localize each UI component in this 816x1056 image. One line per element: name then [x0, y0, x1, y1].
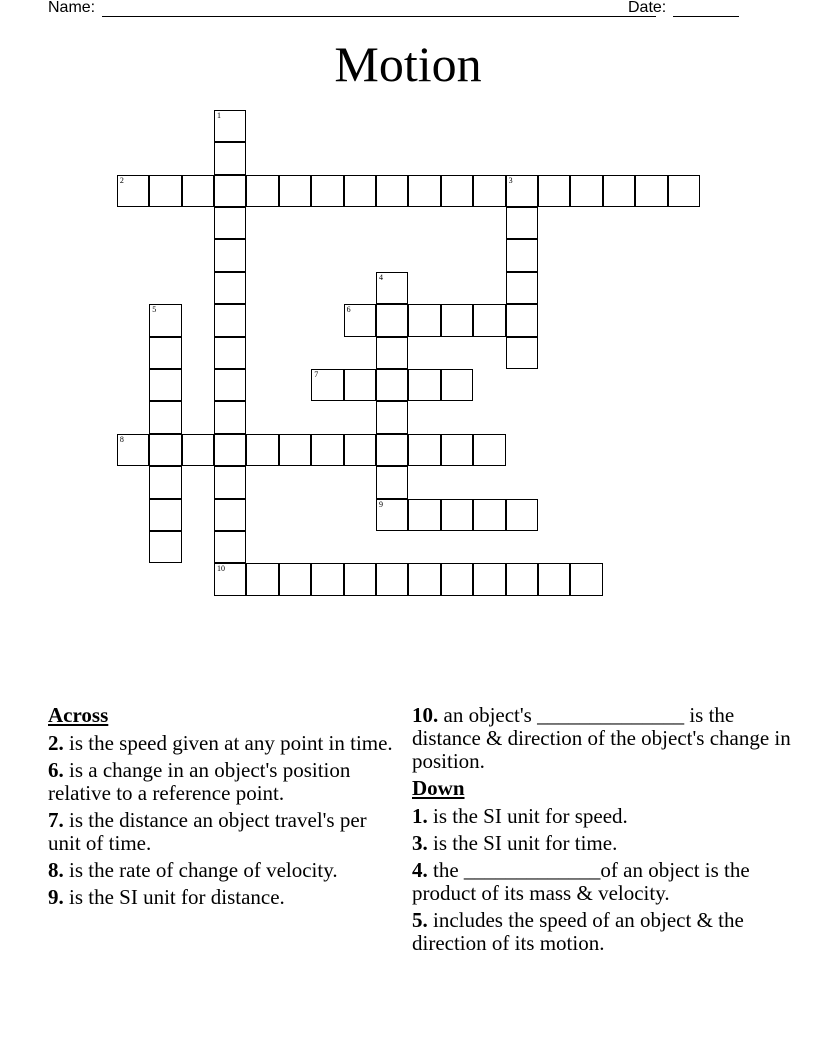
crossword-cell[interactable]: [344, 563, 376, 595]
crossword-cell[interactable]: [408, 369, 440, 401]
crossword-cell[interactable]: [408, 434, 440, 466]
crossword-cell[interactable]: [441, 434, 473, 466]
crossword-cell[interactable]: [214, 499, 246, 531]
cell-number: 10: [217, 564, 225, 574]
crossword-cell[interactable]: [149, 337, 181, 369]
crossword-cell[interactable]: [441, 369, 473, 401]
clue-text: includes the speed of an object & the direction of its motion.: [412, 908, 744, 955]
crossword-cell[interactable]: [603, 175, 635, 207]
crossword-cell[interactable]: [473, 563, 505, 595]
across-heading: Across: [48, 703, 109, 727]
clue-text: is the SI unit for speed.: [427, 804, 628, 828]
clue-across-9: [48, 886, 403, 909]
crossword-cell[interactable]: [473, 175, 505, 207]
crossword-cell[interactable]: [311, 175, 343, 207]
cell-number: 6: [346, 305, 351, 315]
crossword-cell[interactable]: [214, 175, 246, 207]
crossword-cell[interactable]: [182, 175, 214, 207]
clue-number: 7.: [48, 808, 64, 832]
cell-number: 8: [119, 434, 124, 444]
name-label: Name:: [48, 0, 96, 16]
clue-number: 1.: [412, 804, 428, 828]
crossword-cell[interactable]: [149, 304, 181, 336]
crossword-cell[interactable]: [441, 175, 473, 207]
crossword-cell[interactable]: [376, 563, 408, 595]
crossword-cell[interactable]: [214, 434, 246, 466]
clue-across-6: [48, 759, 403, 805]
crossword-cell[interactable]: [149, 531, 181, 563]
crossword-cell[interactable]: [506, 175, 538, 207]
crossword-cell[interactable]: [344, 369, 376, 401]
crossword-cell[interactable]: [149, 175, 181, 207]
cell-number: 3: [508, 175, 513, 185]
crossword-cell[interactable]: [214, 466, 246, 498]
crossword-cell[interactable]: [246, 563, 278, 595]
cell-number: 9: [379, 499, 383, 509]
crossword-cell[interactable]: [506, 304, 538, 336]
clue-text: is the speed given at any point in time.: [63, 731, 393, 755]
crossword-cell[interactable]: [214, 337, 246, 369]
cell-number: 5: [152, 305, 157, 315]
crossword-cell[interactable]: [214, 531, 246, 563]
clue-number: 8.: [48, 858, 64, 882]
clue-text: is the SI unit for time.: [427, 831, 618, 855]
crossword-cell[interactable]: [473, 499, 505, 531]
crossword-cell[interactable]: [408, 175, 440, 207]
clue-down-1: [412, 805, 792, 828]
crossword-cell[interactable]: [214, 304, 246, 336]
crossword-cell[interactable]: [214, 142, 246, 174]
crossword-cell[interactable]: [570, 175, 602, 207]
clue-number: 6.: [48, 758, 64, 782]
crossword-cell[interactable]: [279, 563, 311, 595]
crossword-cell[interactable]: [538, 563, 570, 595]
crossword-cell[interactable]: [408, 499, 440, 531]
crossword-cell[interactable]: [149, 499, 181, 531]
crossword-cell[interactable]: [344, 304, 376, 336]
crossword-cell[interactable]: [635, 175, 667, 207]
crossword-cell[interactable]: [376, 272, 408, 304]
crossword-cell[interactable]: [506, 337, 538, 369]
clue-text: is the distance an object travel's per unit of time.: [48, 808, 367, 855]
crossword-cell[interactable]: [344, 434, 376, 466]
cell-number: 7: [314, 370, 319, 379]
crossword-cell[interactable]: [311, 434, 343, 466]
cell-number: 4: [379, 272, 383, 282]
crossword-cell[interactable]: [408, 563, 440, 595]
clue-number: 4.: [412, 858, 428, 882]
crossword-cell[interactable]: [376, 304, 408, 336]
crossword-cell[interactable]: [214, 401, 246, 433]
crossword-cell[interactable]: [506, 239, 538, 271]
crossword-cell[interactable]: [117, 175, 149, 207]
cell-number: 1: [217, 110, 221, 120]
date-label: Date:: [628, 0, 667, 16]
down-heading: Down: [412, 776, 465, 800]
crossword-cell[interactable]: [506, 563, 538, 595]
clue-text: is a change in an object's position relative to a reference point.: [48, 758, 351, 805]
crossword-cell[interactable]: [376, 466, 408, 498]
crossword-cell[interactable]: [246, 175, 278, 207]
clues-right-column: [412, 704, 792, 959]
crossword-cell[interactable]: [279, 175, 311, 207]
crossword-cell[interactable]: [149, 434, 181, 466]
crossword-cell[interactable]: [182, 434, 214, 466]
crossword-cell[interactable]: [149, 466, 181, 498]
crossword-cell[interactable]: [117, 434, 149, 466]
crossword-cell[interactable]: [149, 401, 181, 433]
clue-across-7: [48, 809, 403, 855]
crossword-cell[interactable]: [506, 207, 538, 239]
crossword-cell[interactable]: [408, 304, 440, 336]
clue-across-10: [412, 704, 792, 773]
crossword-cell[interactable]: [376, 499, 408, 531]
crossword-cell[interactable]: [214, 563, 246, 595]
crossword-cell[interactable]: [149, 369, 181, 401]
crossword-cell[interactable]: [473, 304, 505, 336]
crossword-cell[interactable]: [311, 369, 343, 401]
clue-down-3: [412, 832, 792, 855]
crossword-cell[interactable]: [311, 563, 343, 595]
crossword-cell[interactable]: [214, 239, 246, 271]
clue-number: 3.: [412, 831, 428, 855]
crossword-cell[interactable]: [344, 175, 376, 207]
crossword-cell[interactable]: [246, 434, 278, 466]
crossword-cell[interactable]: [376, 175, 408, 207]
crossword-cell[interactable]: [376, 369, 408, 401]
clue-text: an object's ______________ is the distance & direction of the object's change in position.: [412, 703, 791, 773]
clue-text: is the SI unit for distance.: [63, 885, 285, 909]
crossword-cell[interactable]: [214, 110, 246, 142]
clue-number: 10.: [412, 703, 439, 727]
crossword-cell[interactable]: [441, 499, 473, 531]
crossword-cell[interactable]: [668, 175, 700, 207]
crossword-cell[interactable]: [538, 175, 570, 207]
clue-text: is the rate of change of velocity.: [63, 858, 338, 882]
clue-text: the _____________of an object is the product of its mass & velocity.: [412, 858, 750, 905]
clues-left-column: [48, 704, 403, 913]
crossword-cell[interactable]: [376, 337, 408, 369]
clue-number: 5.: [412, 908, 428, 932]
clue-across-8: [48, 859, 403, 882]
crossword-cell[interactable]: [570, 563, 602, 595]
clue-number: 9.: [48, 885, 64, 909]
crossword-cell[interactable]: [441, 563, 473, 595]
crossword-cell[interactable]: [376, 401, 408, 433]
clue-down-4: [412, 859, 792, 905]
crossword-cell[interactable]: [473, 434, 505, 466]
page-title: Motion: [334, 36, 482, 92]
clue-across-2: [48, 732, 403, 755]
crossword-cell[interactable]: [214, 207, 246, 239]
crossword-cell[interactable]: [506, 499, 538, 531]
crossword-cell[interactable]: [376, 434, 408, 466]
cell-number: 2: [119, 175, 124, 185]
crossword-cell[interactable]: [441, 304, 473, 336]
clue-down-5: [412, 909, 792, 955]
crossword-cell[interactable]: [214, 272, 246, 304]
crossword-cell[interactable]: [214, 369, 246, 401]
clue-number: 2.: [48, 731, 64, 755]
crossword-cell[interactable]: [279, 434, 311, 466]
crossword-cell[interactable]: [506, 272, 538, 304]
